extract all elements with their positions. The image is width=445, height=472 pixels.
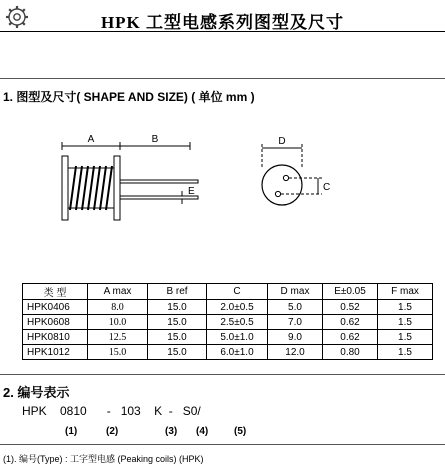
cell-c: 2.5±0.5 [207, 315, 268, 330]
table-row [23, 330, 433, 345]
cell-model: HPK1012 [23, 345, 88, 360]
inductor-end-view [262, 144, 322, 205]
cell-b-ref: 15.0 [148, 300, 207, 315]
cell-a-max: 15.0 [88, 345, 148, 360]
page-title: HPK 工型电感系列图型及尺寸 [100, 13, 345, 32]
table-row [23, 315, 433, 330]
cell-c: 2.0±0.5 [207, 300, 268, 315]
header-divider [0, 31, 445, 32]
cell-d-max: 9.0 [268, 330, 323, 345]
cell-d-max: 7.0 [268, 315, 323, 330]
cell-b-ref: 15.0 [148, 315, 207, 330]
inductor-side-view [62, 142, 198, 220]
section-divider-1 [0, 78, 445, 79]
cell-f-max: 1.5 [378, 315, 433, 330]
col-header-b-ref: B ref [148, 284, 207, 300]
code-part-3: (3) [165, 426, 178, 437]
cell-a-max: 8.0 [88, 300, 148, 315]
cell-f-max: 1.5 [378, 300, 433, 315]
cell-f-max: 1.5 [378, 345, 433, 360]
cell-d-max: 12.0 [268, 345, 323, 360]
dim-label-d: D [278, 136, 286, 147]
dimension-spec-table [22, 283, 433, 360]
cell-a-max: 10.0 [88, 315, 148, 330]
section-divider-2 [0, 374, 445, 375]
cell-a-max: 12.5 [88, 330, 148, 345]
cell-model: HPK0406 [23, 300, 88, 315]
col-header-type: 类 型 [23, 284, 88, 300]
cell-e: 0.62 [323, 315, 378, 330]
code-part-5: (5) [234, 426, 247, 437]
col-header-e: E±0.05 [323, 284, 378, 300]
table-header-row [23, 284, 433, 300]
dim-label-e: E [188, 186, 195, 197]
cell-e: 0.80 [323, 345, 378, 360]
part-number-example: HPK 0810 - 103 K - S0/ [22, 404, 201, 418]
cell-f-max: 1.5 [378, 330, 433, 345]
dim-label-c: C [323, 182, 331, 193]
col-header-f-max: F max [378, 284, 433, 300]
dim-label-a: A [87, 134, 95, 145]
cell-b-ref: 15.0 [148, 345, 207, 360]
cell-model: HPK0810 [23, 330, 88, 345]
col-header-c: C [207, 284, 268, 300]
code-part-2: (2) [106, 426, 119, 437]
cell-c: 5.0±1.0 [207, 330, 268, 345]
code-part-1: (1) [65, 426, 78, 437]
table-row [23, 300, 433, 315]
cell-b-ref: 15.0 [148, 330, 207, 345]
table-row [23, 345, 433, 360]
code-part-4: (4) [196, 426, 209, 437]
cell-c: 6.0±1.0 [207, 345, 268, 360]
cell-d-max: 5.0 [268, 300, 323, 315]
section-numbering-heading: 2. 编号表示 [3, 385, 70, 400]
cell-model: HPK0608 [23, 315, 88, 330]
cell-e: 0.52 [323, 300, 378, 315]
inductor-dimension-drawing [40, 128, 340, 233]
section-divider-3 [0, 444, 445, 445]
section-shape-size-heading: 1. 图型及尺寸( SHAPE AND SIZE) ( 单位 mm ) [3, 90, 255, 104]
dim-label-b: B [151, 134, 159, 145]
col-header-d-max: D max [268, 284, 323, 300]
cell-e: 0.62 [323, 330, 378, 345]
type-note: (1). 编号(Type) : 工字型电感 (Peaking coils) (HPK) [3, 454, 204, 464]
col-header-a-max: A max [88, 284, 148, 300]
